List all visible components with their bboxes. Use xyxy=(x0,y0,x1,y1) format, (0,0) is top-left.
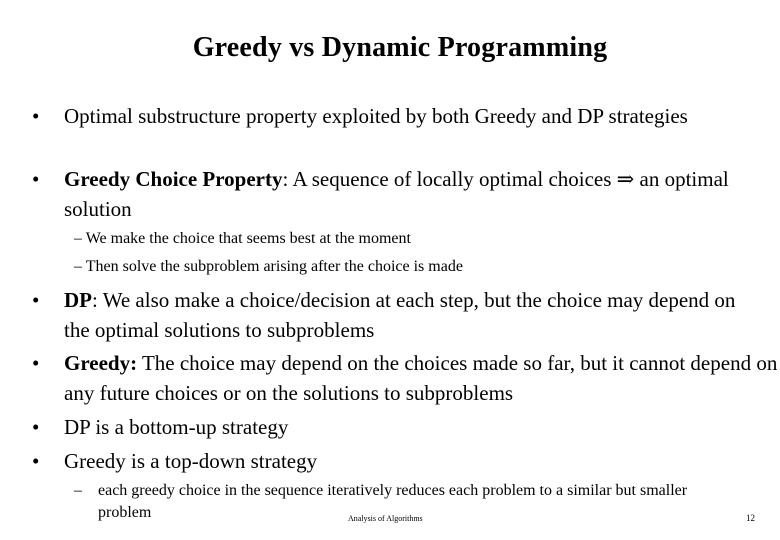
bullet-bold-term: DP xyxy=(64,288,92,312)
sub-bullet-marker: – xyxy=(74,482,82,499)
bullet-marker: • xyxy=(32,167,40,191)
bullet-text: Optimal substructure property exploited by both Greedy and DP strategies xyxy=(64,104,688,128)
bullet-text xyxy=(64,285,764,345)
bullet-marker: • xyxy=(32,415,40,439)
sub-bullet-solve-subproblem: – Then solve the subproblem arising after the choice is made xyxy=(74,258,463,275)
bullet-marker: • xyxy=(32,288,40,312)
footer-course-title: Analysis of Algorithms xyxy=(348,514,423,523)
bullet-text xyxy=(64,164,764,224)
bullet-bold-term: Greedy: xyxy=(64,351,138,375)
bullet-body: : We also make a choice/decision at each step, but the choice may depend on the optimal solutions to subproblems xyxy=(64,288,736,342)
bullet-marker: • xyxy=(32,104,40,128)
bullet-bold-term: Greedy Choice Property xyxy=(64,167,283,191)
sub-bullet-choice-best: – We make the choice that seems best at the moment xyxy=(74,230,411,247)
bullet-text: DP is a bottom-up strategy xyxy=(64,415,289,439)
bullet-marker: • xyxy=(32,351,40,375)
bullet-body: The choice may depend on the choices made so far, but it cannot depend on any future choices or on the solutions to subproblems xyxy=(64,351,778,405)
bullet-text: Greedy is a top-down strategy xyxy=(64,449,318,473)
bullet-body: : A sequence of locally optimal choices ⇒ an optimal solution xyxy=(64,167,729,221)
sub-bullet-text: each greedy choice in the sequence iteratively reduces each problem to a similar but smaller problem xyxy=(98,482,688,521)
slide-title: Greedy vs Dynamic Programming xyxy=(192,32,608,63)
bullet-text xyxy=(64,348,780,408)
bullet-marker: • xyxy=(32,449,40,473)
footer-page-number: 12 xyxy=(746,513,755,523)
